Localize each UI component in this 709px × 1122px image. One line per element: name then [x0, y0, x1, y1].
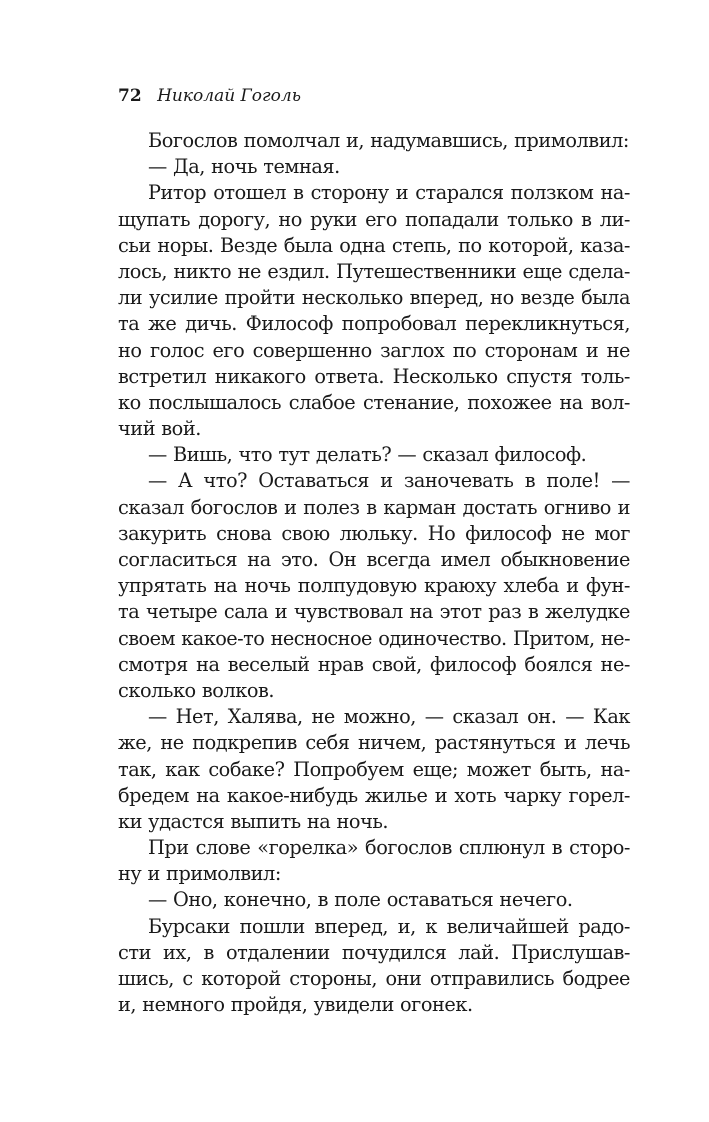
text-line: сколько волков. [118, 678, 275, 702]
text-line: шись, с которой стороны, они отправились бодрее [118, 967, 630, 990]
body-text [118, 128, 630, 1018]
text-line: Богослов помолчал и, надумавшись, примолвил: [148, 129, 629, 152]
text-line: так, как собаке? Попробуем еще; может быть, на- [118, 757, 630, 781]
text-line: и, немного пройдя, увидели огонек. [118, 993, 473, 1017]
author-name: Николай Гоголь [157, 86, 301, 106]
text-line: та же дичь. Философ попробовал перекликнуться, [118, 312, 630, 336]
text-line: сти их, в отдалении почудился лай. Прислушав- [118, 940, 630, 964]
text-line: щупать дорогу, но руки его попадали только в ли- [118, 207, 630, 231]
text-line: — Оно, конечно, в поле оставаться нечего. [148, 888, 573, 912]
text-line: сказал богослов и полез в карман достать огниво и [118, 495, 630, 519]
text-line: сьи норы. Везде была одна степь, по которой, каза- [118, 233, 630, 257]
text-line: ко послышалось слабое стенание, похожее на вол- [118, 390, 630, 414]
book-page [118, 84, 630, 1018]
text-line: упрятать на ночь полпудовую краюху хлеба и фун- [118, 574, 630, 598]
text-line: согласиться на это. Он всегда имел обыкновение [118, 548, 630, 571]
text-line: — А что? Оставаться и заночевать в поле! — [148, 469, 630, 493]
text-line: При слове «горелка» богослов сплюнул в сторо- [148, 836, 630, 860]
page-number: 72 [118, 86, 142, 106]
text-line: своем какое-то несносное одиночество. Притом, не- [118, 626, 630, 650]
text-line: смотря на веселый нрав свой, философ боялся не- [118, 652, 630, 676]
text-line: Бурсаки пошли вперед, и, к величайшей радо- [148, 914, 630, 938]
text-line: ну и примолвил: [118, 862, 281, 886]
text-line: чий вой. [118, 417, 201, 441]
running-head [118, 84, 630, 108]
text-line: но голос его совершенно заглох по сторонам и не [118, 338, 630, 362]
text-line: встретил никакого ответа. Несколько спустя толь- [118, 364, 630, 388]
text-line: бредем на какое-нибудь жилье и хоть чарку горел- [118, 783, 630, 807]
text-line: закурить снова свою люльку. Но философ не мог [118, 521, 630, 545]
text-line: лось, никто не ездил. Путешественники еще сдела- [118, 259, 630, 283]
text-line: — Вишь, что тут делать? — сказал философ. [148, 443, 587, 467]
text-line: ли усилие пройти несколько вперед, но везде была [118, 286, 630, 310]
text-line: Ритор отошел в сторону и старался ползком на- [148, 181, 630, 205]
text-line: — Нет, Халява, не можно, — сказал он. — Как [148, 705, 630, 729]
text-line: ки удастся выпить на ночь. [118, 809, 389, 833]
text-line: та четыре сала и чувствовал на этот раз в желудке [118, 600, 630, 624]
text-line: же, не подкрепив себя ничем, растянуться и лечь [118, 731, 630, 755]
text-line: — Да, ночь темная. [148, 155, 340, 179]
